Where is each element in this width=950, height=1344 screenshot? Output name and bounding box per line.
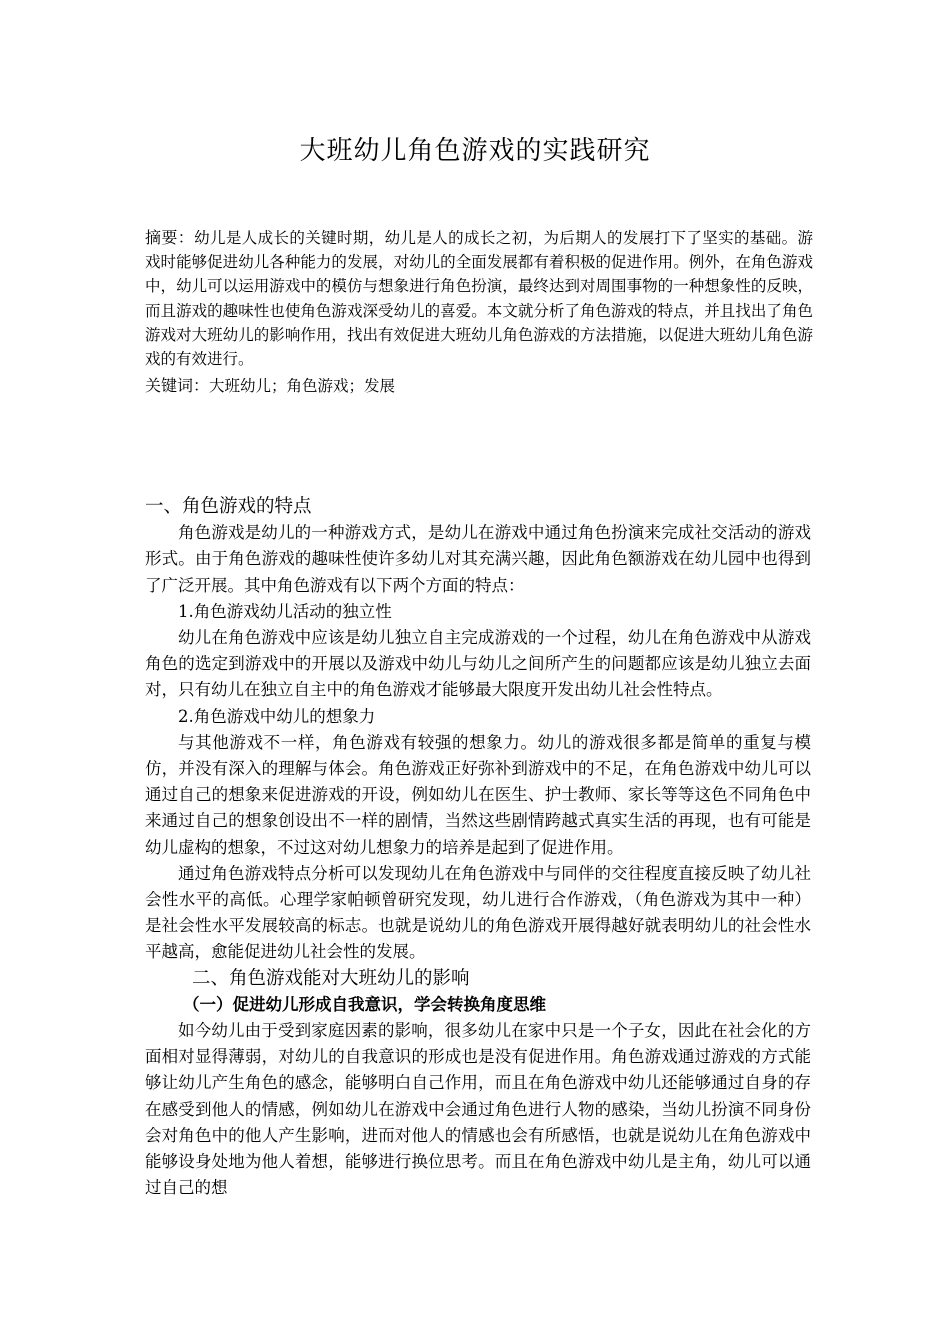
- point2-text: 与其他游戏不一样，角色游戏有较强的想象力。幼儿的游戏很多都是简单的重复与模仿，并没有深入的理解与体会。角色游戏正好弥补到游戏中的不足，在角色游戏中幼儿可以通过自己的想象来促进游戏的开设，例如幼儿在医生、护士教师、家长等等这色不同角色中来通过自己的想象创设出不一样的剧情，当然这些剧情跨越式真实生活的再现，也有可能是幼儿虚构的想象，不过这对幼儿想象力的培养是起到了促进作用。: [145, 732, 811, 857]
- section1-intro: 角色游戏是幼儿的一种游戏方式，是幼儿在游戏中通过角色扮演来完成社交活动的游戏形式。由于角色游戏的趣味性使许多幼儿对其充满兴趣，因此角色额游戏在幼儿园中也得到了广泛开展。其中角色游戏有以下两个方面的特点：: [145, 523, 811, 595]
- keywords-line: [145, 374, 813, 398]
- section1-heading: 一、角色游戏的特点: [145, 496, 312, 517]
- keywords-label: 关键词：: [145, 376, 210, 395]
- abstract-label: 摘要：: [145, 228, 195, 247]
- abstract-paragraph: [145, 226, 813, 371]
- abstract-text: 幼儿是人成长的关键时期，幼儿是人的成长之初，为后期人的发展打下了坚实的基础。游戏时能够促进幼儿各种能力的发展，对幼儿的全面发展都有着积极的促进作用。例外，在角色游戏中，幼儿可以运用游戏中的模仿与想象进行角色扮演，最终达到对周围事物的一种想象性的反映，而且游戏的趣味性也使角色游戏深受幼儿的喜爱。本文就分析了角色游戏的特点，并且找出了角色游戏对大班幼儿的影响作用，找出有效促进大班幼儿角色游戏的方法措施，以促进大班幼儿角色游戏的有效进行。: [145, 229, 813, 369]
- point1-text: 幼儿在角色游戏中应该是幼儿独立自主完成游戏的一个过程，幼儿在角色游戏中从游戏角色的选定到游戏中的开展以及游戏中幼儿与幼儿之间所产生的问题都应该是幼儿独立去面对，只有幼儿在独立自主中的角色游戏才能够最大限度开发出幼儿社会性特点。: [145, 628, 811, 700]
- keywords-text: 大班幼儿；角色游戏；发展: [209, 377, 396, 395]
- section2-heading: 二、角色游戏能对大班幼儿的影响: [192, 967, 470, 989]
- point1-heading: 1.角色游戏幼儿活动的独立性: [178, 601, 392, 621]
- subsection1-text: 如今幼儿由于受到家庭因素的影响，很多幼儿在家中只是一个子女，因此在社会化的方面相对显得薄弱，对幼儿的自我意识的形成也是没有促进作用。角色游戏通过游戏的方式能够让幼儿产生角色的感念，能够明白自己作用，而且在角色游戏中幼儿还能够通过自身的存在感受到他人的情感，例如幼儿在游戏中会通过角色进行人物的感染，当幼儿扮演不同身份会对角色中的他人产生影响，进而对他人的情感也会有所感悟，也就是说幼儿在角色游戏中能够设身处地为他人着想，能够进行换位思考。而且在角色游戏中幼儿是主角，幼儿可以通过自己的想: [145, 1021, 811, 1198]
- point2-heading: 2.角色游戏中幼儿的想象力: [178, 706, 376, 726]
- section1-summary: 通过角色游戏特点分析可以发现幼儿在角色游戏中与同伴的交往程度直接反映了幼儿社会性水平的高低。心理学家帕顿曾研究发现，幼儿进行合作游戏，（角色游戏为其中一种）是社会性水平发展较高的标志。也就是说幼儿的角色游戏开展得越好就表明幼儿的社会性水平越高，愈能促进幼儿社会性的发展。: [145, 863, 811, 962]
- document-title: 大班幼儿角色游戏的实践研究: [299, 136, 651, 166]
- subsection1-heading: （一）促进幼儿形成自我意识，学会转换角度思维: [183, 994, 546, 1014]
- document-body: [145, 494, 811, 1201]
